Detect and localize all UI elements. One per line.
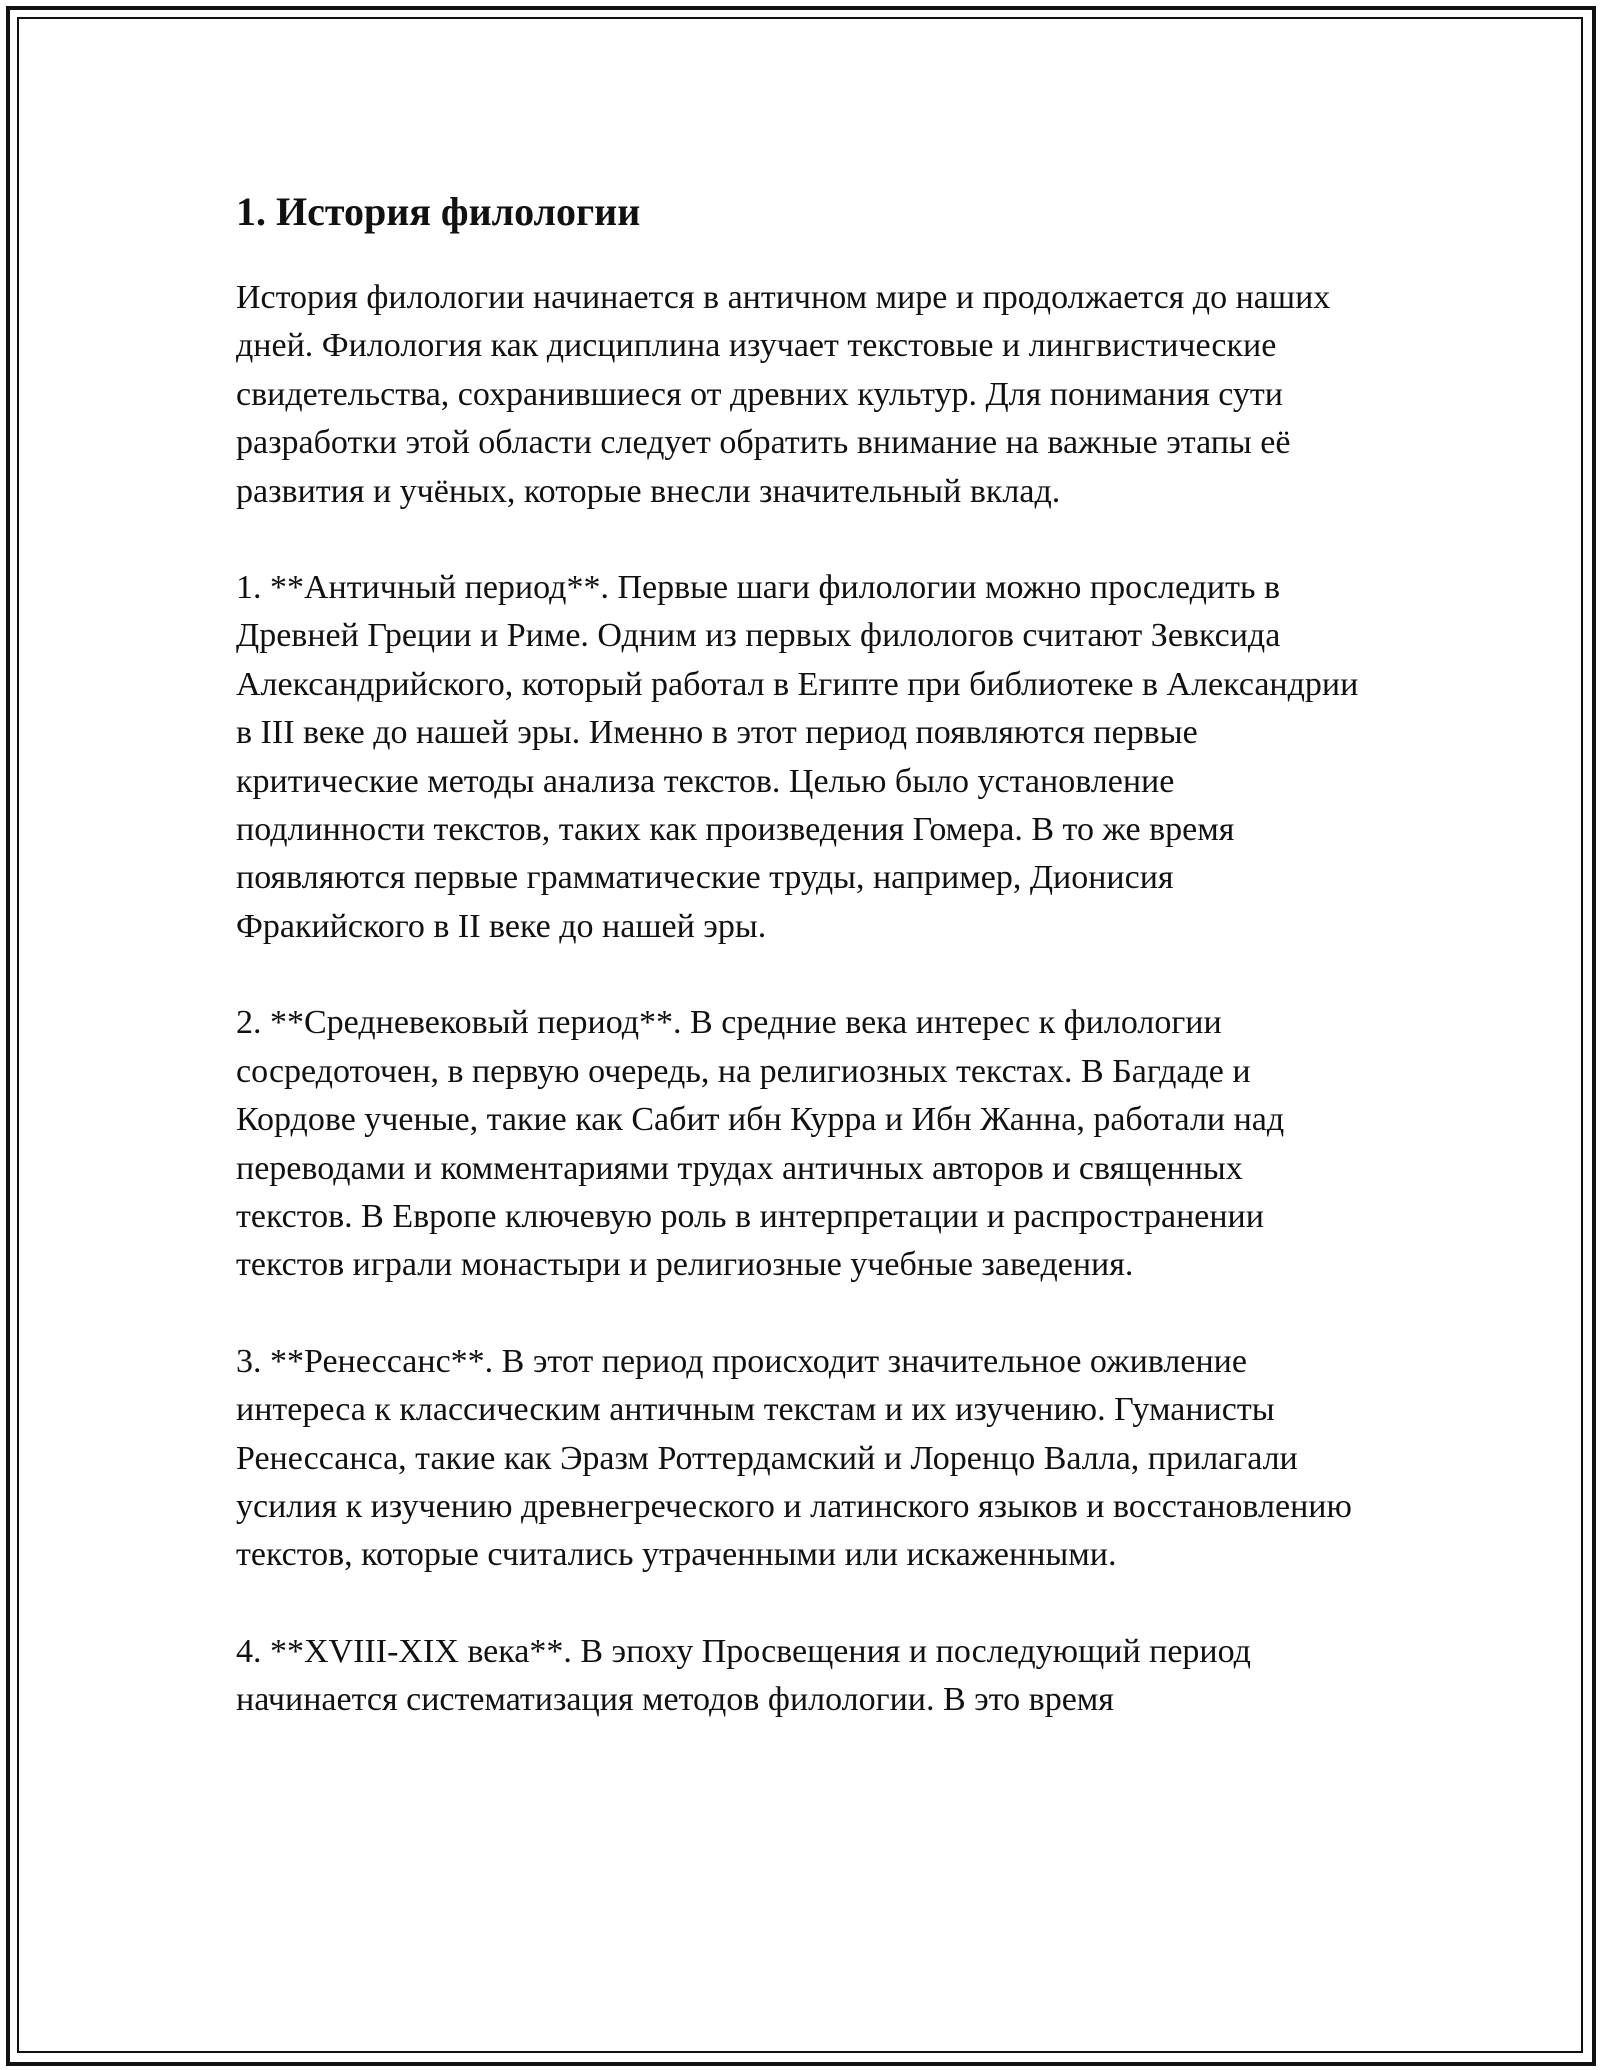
enlightenment-paragraph: 4. **XVIII-XIX века**. В эпоху Просвещения и последующий период начинается систематизация методов филологии. В это время — [236, 1632, 1251, 1719]
renaissance-paragraph: 3. **Ренессанс**. В этот период происходит значительное оживление интереса к классическим античным текстам и их изучению. Гуманисты Ренессанса, такие как Эразм Роттердамский и Лоренцо Валла, прилагали усилия к изучению древнегреческого и латинского языков и восстановлению текстов, которые считались утраченными или искаженными. — [236, 1342, 1352, 1574]
medieval-paragraph: 2. **Средневековый период**. В средние века интерес к филологии сосредоточен, в первую очередь, на религиозных текстах. В Багдаде и Кордове ученые, такие как Сабит ибн Курра и Ибн Жанна, работали над переводами и комментариями трудах античных авторов и священных текстов. В Европе ключевую роль в интерпретации и распространении текстов играли монастыри и религиозные учебные заведения. — [236, 1004, 1285, 1284]
document-body — [236, 186, 1366, 1773]
section-heading: 1. История филологии — [236, 189, 641, 234]
intro-paragraph: История филологии начинается в античном мире и продолжается до наших дней. Филология как дисциплина изучает текстовые и лингвистические свидетельства, сохранившиеся от древних культур. Для понимания сути разработки этой области следует обратить внимание на важные этапы её развития и учёных, которые внесли значительный вклад. — [236, 279, 1331, 510]
antiquity-paragraph: 1. **Античный период**. Первые шаги филологии можно проследить в Древней Греции и Риме. Одним из первых филологов считают Зевксида Александрийского, который работал в Египте при библиотеке в Александрии в III веке до нашей эры. Именно в этот период появляются первые критические методы анализа текстов. Целью было установление подлинности текстов, таких как произведения Гомера. В то же время появляются первые грамматические труды, например, Дионисия Фракийского в II веке до нашей эры. — [236, 569, 1359, 945]
